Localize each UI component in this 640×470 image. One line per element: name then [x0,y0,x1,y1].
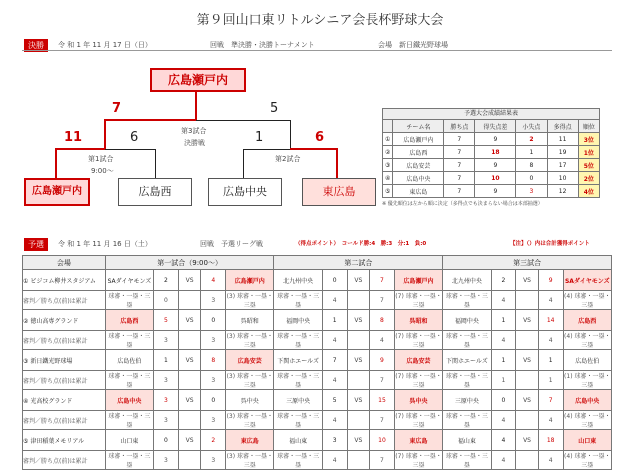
away-team: 呉中央 [226,390,274,411]
away-score: 0 [201,310,226,331]
standings-row: ② 広島西 7 18 1 19 1位 [383,146,600,159]
home-score: 4 [491,430,516,451]
standings-note: ※ 優先順位は左から順に決定（多得点でも決まらない場合は本部抽選） [382,201,543,207]
away-score: 4 [201,270,226,291]
home-team: 広島佐伯 [105,350,153,371]
prelim-row: ④ 光高校グランド 広島中央 3 VS 0 呉中央 三原中央 5 VS 15 呉中央 三原中央 0 VS 7 広島中央 [23,390,612,411]
prelim-date: 令 和 1 年 11 月 16 日（土） [58,240,152,248]
home-score: 5 [154,310,179,331]
venue-cell: ⑤ 津田稲葉メモリアル [23,430,106,451]
home-team: SAダイヤモンズ [105,270,153,291]
venue-cell: ④ 光高校グランド [23,390,106,411]
home-team: 広島中央 [105,390,153,411]
semi2-label: 第2試合 [275,155,301,163]
standings-row: ③ 広島安芸 7 9 8 17 5位 [383,159,600,172]
home-score: 1 [154,350,179,371]
away-team: 山口東 [563,430,611,451]
points-rule: （得点ポイント） コールド勝:4 勝:3 分:1 負:0 [295,241,427,247]
home-score: 3 [154,390,179,411]
away-team: 広島瀬戸内 [226,270,274,291]
home-score: 0 [154,430,179,451]
semi1-time: 9:00～ [91,167,114,175]
home-score: 5 [322,390,347,411]
home-team: 山口東 [105,430,153,451]
home-team: 福山東 [443,430,491,451]
away-score: 18 [538,430,563,451]
team-box-3: 広島中央 [208,178,282,206]
standings-row: ④ 広島中央 7 10 0 10 2位 [383,172,600,185]
away-team: 広島佐伯 [563,350,611,371]
away-team: 広島安芸 [226,350,274,371]
away-team: 東広島 [394,430,442,451]
away-score: 15 [370,390,395,411]
home-team: 広島西 [105,310,153,331]
away-score: 14 [538,310,563,331]
semi1-label: 第1試合 [88,155,114,163]
champion-box: 広島瀬戸内 [150,68,246,92]
venue-cell: ① ビジコム柳井スタジアム [23,270,106,291]
away-score: 10 [370,430,395,451]
home-score: 1 [491,310,516,331]
home-team: 下関ホエールズ [443,350,491,371]
home-score: 2 [491,270,516,291]
away-team: SAダイヤモンズ [563,270,611,291]
home-score: 7 [322,350,347,371]
away-score: 8 [370,310,395,331]
away-team: 呉中央 [394,390,442,411]
away-score: 0 [201,390,226,411]
semi1-left-score: 11 [64,130,83,145]
home-team: 福岡中央 [443,310,491,331]
away-score: 8 [201,350,226,371]
prelim-row: ⑤ 津田稲葉メモリアル 山口東 0 VS 2 東広島 福山東 3 VS 10 東広島 福山東 4 VS 18 山口東 [23,430,612,451]
final-venue: 会場 新日鐵光野球場 [378,41,448,49]
prelim-table: 会場 第一試合（9:00～） 第二試合 第三試合 ① ビジコム柳井スタジアム SAダイヤモンズ 2 VS 4 広島瀬戸内 北九州中央 0 VS 7 広島瀬戸内 北九州中央 2 VS 9 SAダイヤモンズ 審判／勝ち点(前)は累計 球審・一塁・三塁 0 3 (3) 球審・一塁・三塁 球審・一塁・三塁 4 7 (7) 球審・一塁・三塁 球審・一塁・三塁 4 4 (4) 球審・一塁・三塁 ② 徳山高専グランド 広島西 5 VS 0 呉昭和 福岡中央 1 VS 8 呉昭和 福岡中央 1 VS 14 広島西 審判／勝ち点(前)は累計 球審・一塁・三塁 3 3 (3) 球審・一塁・三塁 球審・一塁・三塁 4 4 (7) 球審・一塁・三塁 球審・一塁・三塁 4 4 (4) 球審・一塁・三塁 ③ 新日鐵光野球場 広島佐伯 1 VS 8 広島安芸 下関ホエールズ 7 VS 9 広島安芸 下関ホエールズ 1 VS 1 広島佐伯 審判／勝ち点(前)は累計 球審・一塁・三塁 3 3 (3) 球審・一塁・三塁 球審・一塁・三塁 4 7 (7) 球審・一塁・三塁 球審・一塁・三塁 1 1 (1) 球審・一塁・三塁 ④ 光高校グランド 広島中央 3 VS 0 呉中央 三原中央 5 VS 15 呉中央 三原中央 0 VS 7 広島中央 審判／勝ち点(前)は累計 球審・一塁・三塁 3 3 (3) 球審・一塁・三塁 球審・一塁・三塁 4 7 (7) 球審・一塁・三塁 球審・一塁・三塁 4 4 (4) 球審・一塁・三塁 ⑤ 津田稲葉メモリアル 山口東 0 VS 2 東広島 福山東 3 VS 10 東広島 福山東 4 VS 18 山口東 審判／勝ち点(前)は累計 球審・一塁・三塁 3 3 (3) 球審・一塁・三塁 球審・一塁・三塁 4 7 (7) 球審・一塁・三塁 球審・一塁・三塁 4 4 (4) 球審・一塁・三塁 [22,255,612,470]
venue-cell: ② 徳山高専グランド [23,310,106,331]
home-score: 1 [322,310,347,331]
semi1-right-score: 6 [130,130,139,145]
home-team: 三原中央 [443,390,491,411]
page-title: 第９回山口東リトルシニア会長杯野球大会 [196,13,444,28]
team-box-1: 広島瀬戸内 [24,178,90,206]
away-team: 東広島 [226,430,274,451]
home-score: 1 [491,350,516,371]
semi2-left-score: 1 [255,130,264,145]
final-tag: 決勝 [24,39,48,52]
away-team: 呉昭和 [394,310,442,331]
away-team: 広島西 [563,310,611,331]
home-team: 福山東 [274,430,322,451]
prelim-row: ① ビジコム柳井スタジアム SAダイヤモンズ 2 VS 4 広島瀬戸内 北九州中央 0 VS 7 広島瀬戸内 北九州中央 2 VS 9 SAダイヤモンズ [23,270,612,291]
away-team: 呉昭和 [226,310,274,331]
standings-row: ① 広島瀬戸内 7 9 2 11 3位 [383,133,600,146]
team-box-2: 広島西 [118,178,192,206]
home-team: 北九州中央 [443,270,491,291]
home-score: 0 [322,270,347,291]
third-game-label: 第3試合 [181,127,207,135]
away-score: 7 [370,270,395,291]
final-right-score: 5 [270,101,279,116]
prelim-round: 回戦 予選リーグ戦 [200,240,263,248]
standings-table: チーム名 勝ち点 得失点差 小失点 多得点 順位 ① 広島瀬戸内 7 9 2 11 3位 ② 広島西 7 18 1 19 1位 ③ 広島安芸 7 9 8 17 5位 ④ 広島中央 7 10 0 10 2位 ⑤ 東広島 7 9 3 12 4位 [382,119,600,198]
prelim-tag: 予選 [24,238,48,251]
team-box-4: 東広島 [302,178,376,206]
final-game-label: 決勝戦 [184,139,205,147]
prelim-row: ② 徳山高専グランド 広島西 5 VS 0 呉昭和 福岡中央 1 VS 8 呉昭和 福岡中央 1 VS 14 広島西 [23,310,612,331]
home-team: 北九州中央 [274,270,322,291]
away-score: 1 [538,350,563,371]
home-team: 三原中央 [274,390,322,411]
home-team: 福岡中央 [274,310,322,331]
away-score: 9 [370,350,395,371]
away-team: 広島安芸 [394,350,442,371]
away-score: 9 [538,270,563,291]
standings-title: 予選大会成績結果表 [382,108,600,119]
away-team: 広島瀬戸内 [394,270,442,291]
home-team: 下関ホエールズ [274,350,322,371]
final-date: 令 和 1 年 11 月 17 日（日） [58,41,152,49]
home-score: 0 [491,390,516,411]
final-round: 回戦 準決勝・決勝トーナメント [210,41,315,49]
away-team: 広島中央 [563,390,611,411]
final-left-score: 7 [112,101,122,116]
venue-cell: ③ 新日鐵光野球場 [23,350,106,371]
home-score: 2 [154,270,179,291]
home-score: 3 [322,430,347,451]
prelim-row: ③ 新日鐵光野球場 広島佐伯 1 VS 8 広島安芸 下関ホエールズ 7 VS 9 広島安芸 下関ホエールズ 1 VS 1 広島佐伯 [23,350,612,371]
semi2-right-score: 6 [315,130,325,145]
points-note: 【注】（）内は合計獲得ポイント [510,241,590,247]
away-score: 7 [538,390,563,411]
away-score: 2 [201,430,226,451]
final-divider [22,50,612,51]
standings-row: ⑤ 東広島 7 9 3 12 4位 [383,185,600,198]
